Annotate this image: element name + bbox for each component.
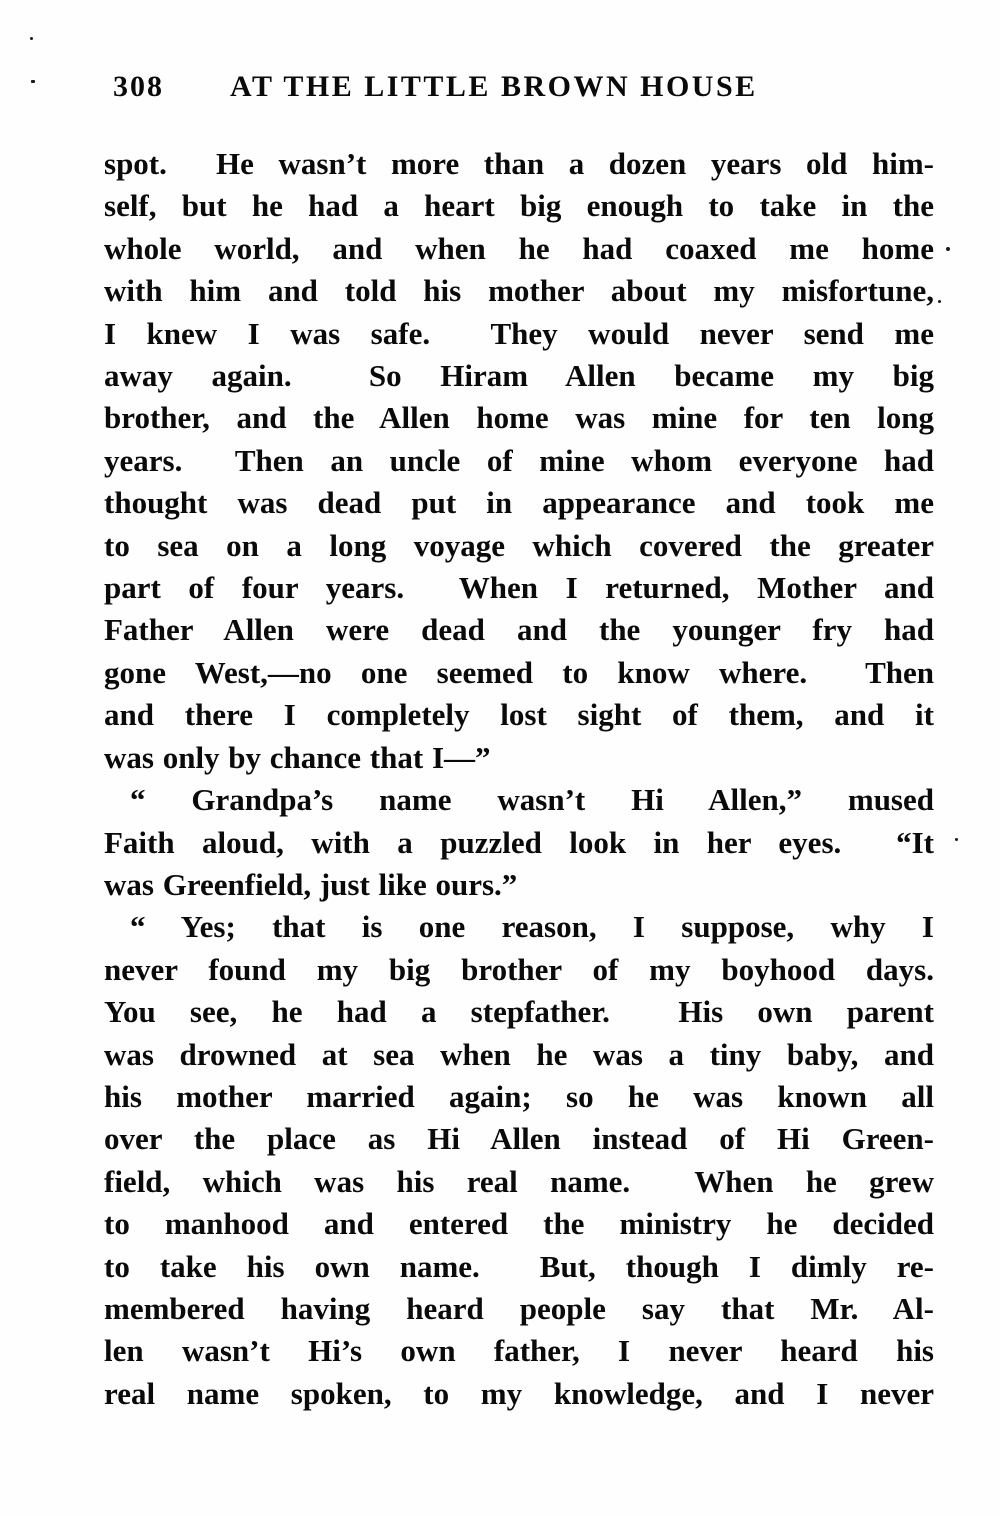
text-line: part of four years. When I returned, Mother and	[104, 570, 934, 606]
scan-speckle	[30, 37, 33, 40]
scan-speckle	[946, 247, 950, 251]
page-number: 308	[113, 70, 164, 103]
text-line: membered having heard people say that Mr. Al-	[104, 1290, 934, 1326]
text-line: “ Yes; that is one reason, I suppose, why I	[130, 909, 934, 945]
body-text	[104, 143, 934, 1415]
text-line: to sea on a long voyage which covered the greater	[104, 527, 934, 563]
text-line: to manhood and entered the ministry he decided	[104, 1206, 934, 1242]
text-line: was Greenfield, just like ours.”	[104, 866, 518, 902]
text-line: away again. So Hiram Allen became my big	[104, 358, 934, 394]
text-line: and there I completely lost sight of them, and it	[104, 697, 934, 733]
text-line: len wasn’t Hi’s own father, I never heard his	[104, 1333, 934, 1369]
text-line: to take his own name. But, though I dimly re-	[104, 1248, 934, 1284]
text-line: Father Allen were dead and the younger fry had	[104, 612, 934, 648]
page-header	[113, 70, 913, 104]
text-line: his mother married again; so he was known all	[104, 1078, 934, 1114]
text-line: I knew I was safe. They would never send me	[104, 315, 934, 351]
text-line: “ Grandpa’s name wasn’t Hi Allen,” mused	[130, 782, 934, 818]
text-line: over the place as Hi Allen instead of Hi Green-	[104, 1121, 934, 1157]
text-line: You see, he had a stepfather. His own parent	[104, 994, 934, 1030]
text-line: brother, and the Allen home was mine for ten long	[104, 400, 934, 436]
text-line: never found my big brother of my boyhood days.	[104, 951, 934, 987]
scan-speckle	[31, 80, 35, 83]
text-line: was drowned at sea when he was a tiny baby, and	[104, 1036, 934, 1072]
text-line: thought was dead put in appearance and took me	[104, 485, 934, 521]
text-line: spot. He wasn’t more than a dozen years old him-	[104, 146, 934, 181]
text-line: real name spoken, to my knowledge, and I never	[104, 1375, 934, 1411]
text-line: was only by chance that I—”	[104, 739, 491, 775]
text-line: Faith aloud, with a puzzled look in her eyes. “It	[104, 824, 934, 860]
text-line: years. Then an uncle of mine whom everyone had	[104, 442, 934, 478]
text-line: self, but he had a heart big enough to take in the	[104, 188, 934, 224]
text-line: with him and told his mother about my misfortune,	[104, 273, 934, 309]
running-title: AT THE LITTLE BROWN HOUSE	[230, 70, 758, 103]
text-line: whole world, and when he had coaxed me home	[104, 230, 934, 266]
scan-speckle	[955, 838, 958, 841]
scan-speckle	[938, 300, 941, 303]
text-line: field, which was his real name. When he grew	[104, 1163, 934, 1199]
text-line: gone West,—no one seemed to know where. Then	[104, 654, 934, 690]
